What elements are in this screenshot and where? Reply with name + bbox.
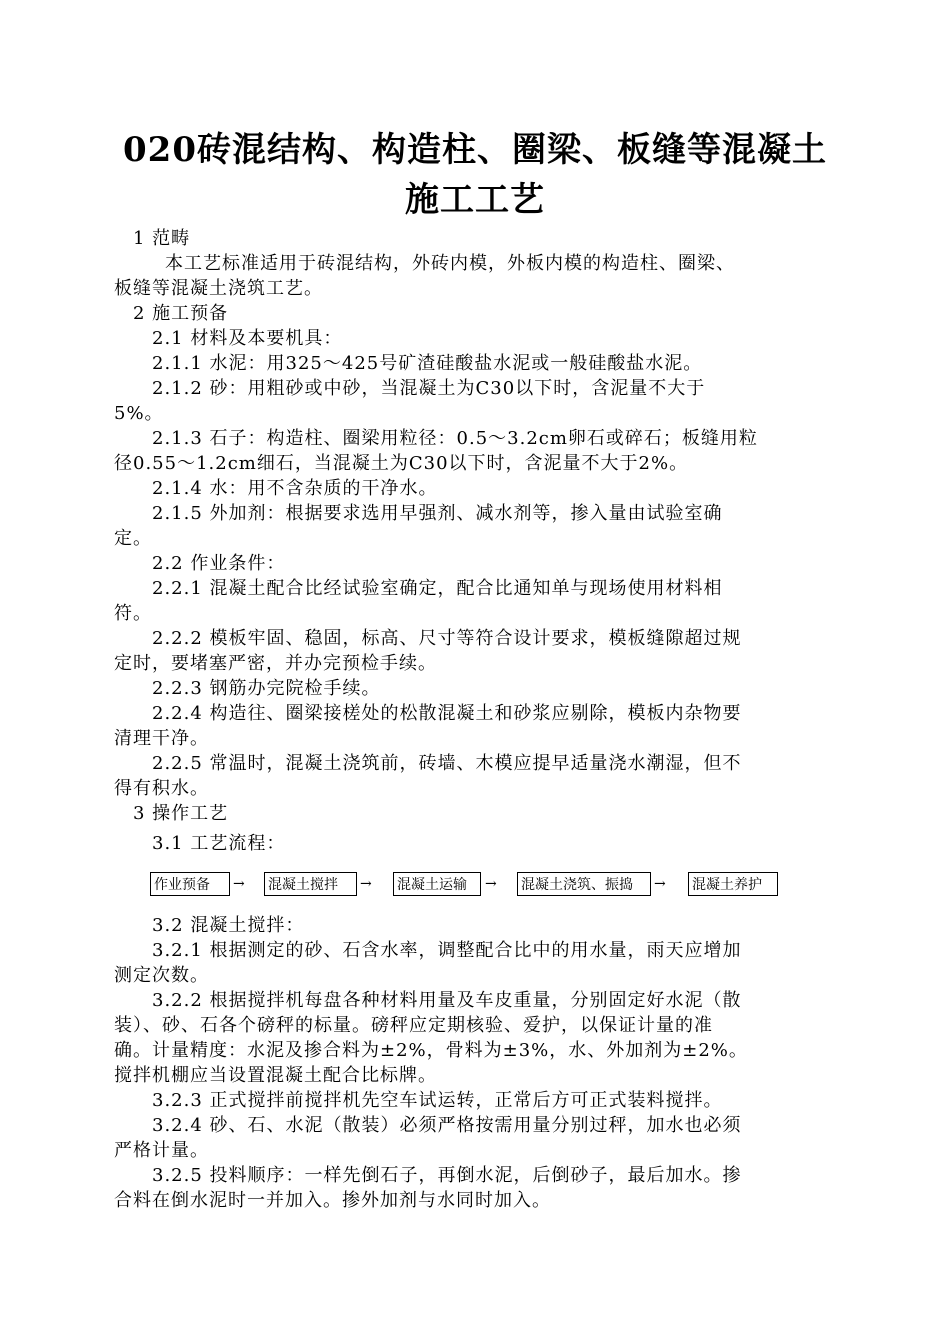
paragraph-line: 2.1.4 水：用不含杂质的干净水。 (152, 478, 438, 499)
paragraph-line: 2.2.1 混凝土配合比经试验室确定，配合比通知单与现场使用材料相 (152, 578, 723, 599)
paragraph-line: 确。计量精度：水泥及掺合料为±2%，骨料为±3%，水、外加剂为±2%。 (114, 1040, 748, 1061)
paragraph-line: 2.1.2 砂：用粗砂或中砂，当混凝土为C30以下时，含泥量不大于 (152, 378, 706, 399)
paragraph-line: 合料在倒水泥时一并加入。掺外加剂与水同时加入。 (114, 1190, 551, 1211)
paragraph-line: 2.2.2 模板牢固、稳固，标高、尺寸等符合设计要求，模板缝隙超过规 (152, 628, 742, 649)
paragraph-line: 定时，要堵塞严密，并办完预检手续。 (114, 653, 437, 674)
paragraph-line: 2.1.5 外加剂：根据要求选用早强剂、减水剂等，掺入量由试验室确 (152, 503, 723, 524)
paragraph-line: 2.1.3 石子：构造柱、圈梁用粒径：0.5～3.2cm卵石或碎石；板缝用粒 (152, 428, 758, 449)
section-heading: 2 施工预备 (133, 303, 229, 324)
paragraph-line: 2.2.3 钢筋办完院检手续。 (152, 678, 381, 699)
subsection-heading: 3.1 工艺流程： (152, 833, 286, 854)
flow-arrow-icon: → (485, 876, 497, 892)
paragraph-line: 符。 (114, 603, 152, 624)
paragraph-line: 3.2.5 投料顺序：一样先倒石子，再倒水泥，后倒砂子，最后加水。掺 (152, 1165, 742, 1186)
flow-arrow-icon: → (233, 876, 245, 892)
flow-step: 作业预备 (150, 872, 230, 896)
flow-step: 混凝土浇筑、振捣 (517, 872, 651, 896)
subsection-heading: 2.2 作业条件： (152, 553, 286, 574)
paragraph-line: 2.2.5 常温时，混凝土浇筑前，砖墙、木模应提早适量浇水潮湿，但不 (152, 753, 742, 774)
flow-step: 混凝土搅拌 (264, 872, 357, 896)
subsection-heading: 2.1 材料及本要机具： (152, 328, 343, 349)
section-heading: 1 范畴 (133, 228, 191, 249)
paragraph-line: 3.2.4 砂、石、水泥（散装）必须严格按需用量分别过秤，加水也必须 (152, 1115, 742, 1136)
page-title-line1: 020砖混结构、构造柱、圈梁、板缝等混凝土 (123, 130, 827, 170)
paragraph-line: 清理干净。 (114, 728, 209, 749)
paragraph-line: 3.2.2 根据搅拌机每盘各种材料用量及车皮重量，分别固定好水泥（散 (152, 990, 742, 1011)
paragraph-line: 板缝等混凝土浇筑工艺。 (114, 278, 323, 299)
paragraph-line: 定。 (114, 528, 152, 549)
paragraph-line: 装）、砂、石各个磅秤的标量。磅秤应定期核验、爱护，以保证计量的准 (114, 1015, 713, 1036)
paragraph-line: 2.2.4 构造往、圈梁接槎处的松散混凝土和砂浆应剔除，模板内杂物要 (152, 703, 742, 724)
flow-arrow-icon: → (654, 876, 666, 892)
paragraph-line: 径0.55～1.2cm细石，当混凝土为C30以下时，含泥量不大于2%。 (114, 453, 689, 474)
subsection-heading: 3.2 混凝土搅拌： (152, 915, 305, 936)
paragraph-line: 严格计量。 (114, 1140, 209, 1161)
paragraph-line: 测定次数。 (114, 965, 209, 986)
flow-step: 混凝土养护 (688, 872, 778, 896)
paragraph-line: 3.2.3 正式搅拌前搅拌机先空车试运转，正常后方可正式装料搅拌。 (152, 1090, 723, 1111)
paragraph-line: 搅拌机棚应当设置混凝土配合比标牌。 (114, 1065, 437, 1086)
section-heading: 3 操作工艺 (133, 803, 229, 824)
paragraph-line: 2.1.1 水泥：用325～425号矿渣硅酸盐水泥或一般硅酸盐水泥。 (152, 353, 703, 374)
paragraph-line: 3.2.1 根据测定的砂、石含水率，调整配合比中的用水量，雨天应增加 (152, 940, 742, 961)
paragraph-line: 本工艺标准适用于砖混结构，外砖内模，外板内模的构造柱、圈梁、 (165, 253, 735, 274)
page-title-line2: 施工工艺 (405, 180, 545, 220)
flow-arrow-icon: → (360, 876, 372, 892)
paragraph-line: 得有积水。 (114, 778, 209, 799)
flow-step: 混凝土运输 (393, 872, 481, 896)
paragraph-line: 5%。 (114, 403, 164, 424)
